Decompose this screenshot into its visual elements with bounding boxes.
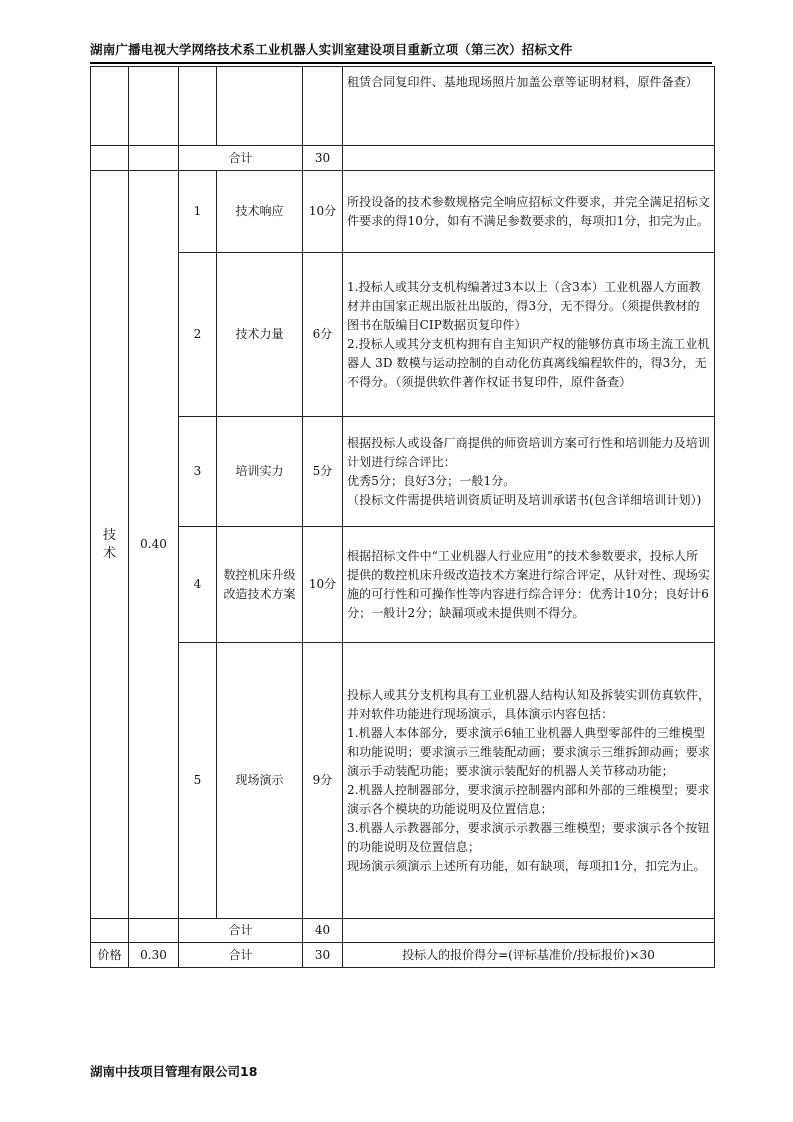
category-cell xyxy=(91,171,129,919)
category-cell-empty xyxy=(91,919,129,943)
criteria-line: 投标人或其分支机构具有工业机器人结构认知及拆装实训仿真软件，并对软件功能进行现场演示，具体演示内容包括： xyxy=(347,687,711,721)
subtotal-row xyxy=(91,919,715,943)
subtotal-label: 合计 xyxy=(179,146,303,171)
criteria-line: （投标文件需提供培训资质证明及培训承诺书(包含详细培训计划）) xyxy=(347,492,702,507)
criteria-line: 2.机器人控制器部分，要求演示控制器内部和外部的三维模型；要求演示各个模块的功能说明及位置信息； xyxy=(347,782,710,816)
item-name: 技术力量 xyxy=(217,253,303,417)
item-name: 数控机床升级改造技术方案 xyxy=(217,527,303,643)
criteria-cell-empty xyxy=(343,919,715,943)
item-no: 5 xyxy=(179,643,217,919)
criteria-cell-empty xyxy=(343,146,715,171)
category-cell-empty xyxy=(91,67,129,146)
weight-cell-empty xyxy=(129,146,179,171)
scoring-table xyxy=(90,66,715,968)
item-score: 6分 xyxy=(303,253,343,417)
price-weight: 0.30 xyxy=(129,943,179,968)
criteria-text xyxy=(343,253,715,417)
criteria-text xyxy=(343,171,715,253)
table-row xyxy=(91,643,715,919)
criteria-line: 根据招标文件中“工业机器人行业应用”的技术参数要求，投标人所提供的数控机床升级改造技术方案进行综合评定，从针对性、现场实施的可行性和可操作性等内容进行综合评分：优秀计10分；良好计6分；一般计2分；缺漏项或未提供则不得分。 xyxy=(347,548,711,620)
price-formula: 投标人的报价得分=(评标基准价/投标报价)×30 xyxy=(343,943,715,968)
item-score: 9分 xyxy=(303,643,343,919)
item-score: 5分 xyxy=(303,417,343,527)
table-row xyxy=(91,253,715,417)
item-name: 培训实力 xyxy=(217,417,303,527)
price-label: 合计 xyxy=(179,943,303,968)
criteria-line: 优秀5分；良好3分；一般1分。 xyxy=(347,473,516,488)
criteria-text xyxy=(343,643,715,919)
category-label: 技术 xyxy=(102,527,116,561)
criteria-line: 1.机器人本体部分，要求演示6轴工业机器人典型零部件的三维模型和功能说明；要求演示三维装配动画；要求演示三维拆卸动画；要求演示手动装配功能；要求演示装配好的机器人关节移动功能； xyxy=(347,725,711,778)
subtotal-label: 合计 xyxy=(179,919,303,943)
item-no: 2 xyxy=(179,253,217,417)
item-name: 技术响应 xyxy=(217,171,303,253)
weight-cell-empty xyxy=(129,919,179,943)
subtotal-score: 30 xyxy=(303,146,343,171)
criteria-line: 1.投标人或其分支机构编著过3本以上（含3本）工业机器人方面教材并由国家正规出版社出版的，得3分，无不得分。（须提供教材的图书在版编目CIP数据页复印件） xyxy=(347,279,701,332)
no-cell-empty xyxy=(179,67,217,146)
table-row xyxy=(91,417,715,527)
criteria-line: 根据投标人或设备厂商提供的师资培训方案可行性和培训能力及培训计划进行综合评比： xyxy=(347,435,711,469)
criteria-line: 租赁合同复印件、基地现场照片加盖公章等证明材料，原件备查） xyxy=(347,75,698,89)
table-row-continued xyxy=(91,67,715,146)
price-category: 价格 xyxy=(91,943,129,968)
item-no: 1 xyxy=(179,171,217,253)
table-row xyxy=(91,527,715,643)
price-row xyxy=(91,943,715,968)
weight-cell-empty xyxy=(129,67,179,146)
item-no: 4 xyxy=(179,527,217,643)
criteria-line: 3.机器人示教器部分，要求演示示教器三维模型；要求演示各个按钮的功能说明及位置信息； xyxy=(347,820,710,854)
criteria-line: 现场演示须演示上述所有功能，如有缺项，每项扣1分，扣完为止。 xyxy=(347,858,706,873)
criteria-text xyxy=(343,417,715,527)
criteria-text xyxy=(343,67,715,146)
criteria-text xyxy=(343,527,715,643)
price-score: 30 xyxy=(303,943,343,968)
table-row xyxy=(91,171,715,253)
subtotal-score: 40 xyxy=(303,919,343,943)
criteria-line: 所投设备的技术参数规格完全响应招标文件要求，并完全满足招标文件要求的得10分，如有不满足参数要求的，每项扣1分，扣完为止。 xyxy=(347,194,711,228)
criteria-line: 2.投标人或其分支机构拥有自主知识产权的能够仿真市场主流工业机器人 3D 数模与运动控制的自动化仿真离线编程软件的，得3分，无不得分。（须提供软件著作权证书复印件，原件备查） xyxy=(347,336,710,389)
weight-cell: 0.40 xyxy=(129,171,179,919)
item-name: 现场演示 xyxy=(217,643,303,919)
name-cell-empty xyxy=(217,67,303,146)
document-header: 湖南广播电视大学网络技术系工业机器人实训室建设项目重新立项（第三次）招标文件 xyxy=(90,40,712,64)
item-score: 10分 xyxy=(303,527,343,643)
item-score: 10分 xyxy=(303,171,343,253)
item-no: 3 xyxy=(179,417,217,527)
subtotal-row xyxy=(91,146,715,171)
category-cell-empty xyxy=(91,146,129,171)
document-footer: 湖南中技项目管理有限公司18 xyxy=(90,1064,258,1079)
score-cell-empty xyxy=(303,67,343,146)
